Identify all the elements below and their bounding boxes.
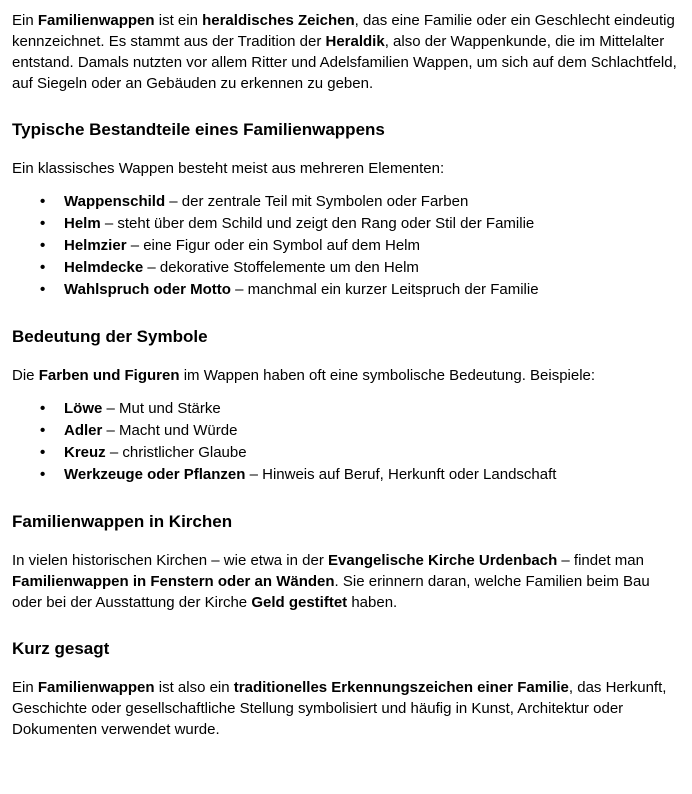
text-run: – Hinweis auf Beruf, Herkunft oder Landschaft [245,466,557,483]
bold-text-run: Evangelische Kirche Urdenbach [328,552,558,569]
list-item [12,420,680,442]
text-run: Ein klassisches Wappen besteht meist aus mehreren Elementen: [12,160,445,177]
heading-kirchen: Familienwappen in Kirchen [12,512,233,531]
symbols-intro-paragraph [12,365,680,386]
text-run: , also der Wappenkunde, die im Mittelalter entstand. Damals nutzten vor allem Ritter und Adelsfamilien Wappen, um sich auf dem Schlachtfeld, auf Siegeln oder an Gebäuden zu erkennen zu geben. [12,33,677,92]
bold-text-run: Adler [64,422,103,439]
text-run: – Mut und Stärke [102,400,221,417]
bold-text-run: Kreuz [64,444,106,461]
list-item [12,257,680,279]
text-run: – dekorative Stoffelemente um den Helm [143,259,419,276]
bold-text-run: Familienwappen [37,12,155,29]
bold-text-run: heraldisches Zeichen [202,12,355,29]
intro-paragraph [12,10,680,94]
heading-kurz-gesagt: Kurz gesagt [12,639,110,658]
text-run: – eine Figur oder ein Symbol auf dem Helm [126,237,421,254]
bold-text-run: Helmdecke [64,259,144,276]
list-item [12,235,680,257]
text-run: , das eine Familie oder ein Geschlecht eindeutig kennzeichnet. Es stammt aus der Tradition der [12,12,675,50]
text-run: – manchmal ein kurzer Leitspruch der Familie [230,281,539,298]
heading-bedeutung: Bedeutung der Symbole [12,327,208,346]
text-run: – der zentrale Teil mit Symbolen oder Farben [165,193,469,210]
text-run: In vielen historischen Kirchen – wie etwa in der [12,552,328,569]
bold-text-run: Wahlspruch oder Motto [64,281,231,298]
bold-text-run: Werkzeuge oder Pflanzen [64,466,246,483]
list-item [12,464,680,486]
text-run: , das Herkunft, Geschichte oder gesellschaftliche Stellung symbolisiert und häufig in Kunst, Architektur oder Dokumenten verwendet wurde. [12,679,667,738]
summary-paragraph [12,677,680,740]
heading-bestandteile: Typische Bestandteile eines Familienwappens [12,120,385,139]
text-run: Die [12,367,39,384]
bold-text-run: Heraldik [325,33,385,50]
text-run: im Wappen haben oft eine symbolische Bedeutung. Beispiele: [179,367,596,384]
list-item [12,279,680,301]
bold-text-run: Helm [64,215,101,232]
list-item [12,442,680,464]
bold-text-run: Geld gestiftet [251,594,348,611]
symbols-list [12,398,680,486]
text-run: Ein [12,12,38,29]
text-run: Ein [12,679,38,696]
text-run: ist also ein [154,679,234,696]
bold-text-run: Helmzier [64,237,127,254]
text-run: . Sie erinnern daran, welche Familien beim Bau oder bei der Ausstattung der Kirche [12,573,650,611]
text-run: – Macht und Würde [102,422,238,439]
kirchen-paragraph [12,550,680,613]
bold-text-run: Löwe [64,400,103,417]
list-item [12,398,680,420]
bold-text-run: Familienwappen in Fenstern oder an Wänden [12,573,335,590]
bold-text-run: traditionelles Erkennungszeichen einer Familie [233,679,569,696]
document-body [12,10,680,740]
bold-text-run: Wappenschild [64,193,166,210]
text-run: ist ein [154,12,203,29]
bold-text-run: Familienwappen [37,679,155,696]
elements-list [12,191,680,301]
elements-intro-paragraph [12,158,680,179]
text-run: haben. [347,594,398,611]
text-run: – steht über dem Schild und zeigt den Rang oder Stil der Familie [100,215,535,232]
list-item [12,191,680,213]
text-run: – christlicher Glaube [105,444,247,461]
text-run: – findet man [557,552,644,569]
bold-text-run: Farben und Figuren [38,367,180,384]
list-item [12,213,680,235]
